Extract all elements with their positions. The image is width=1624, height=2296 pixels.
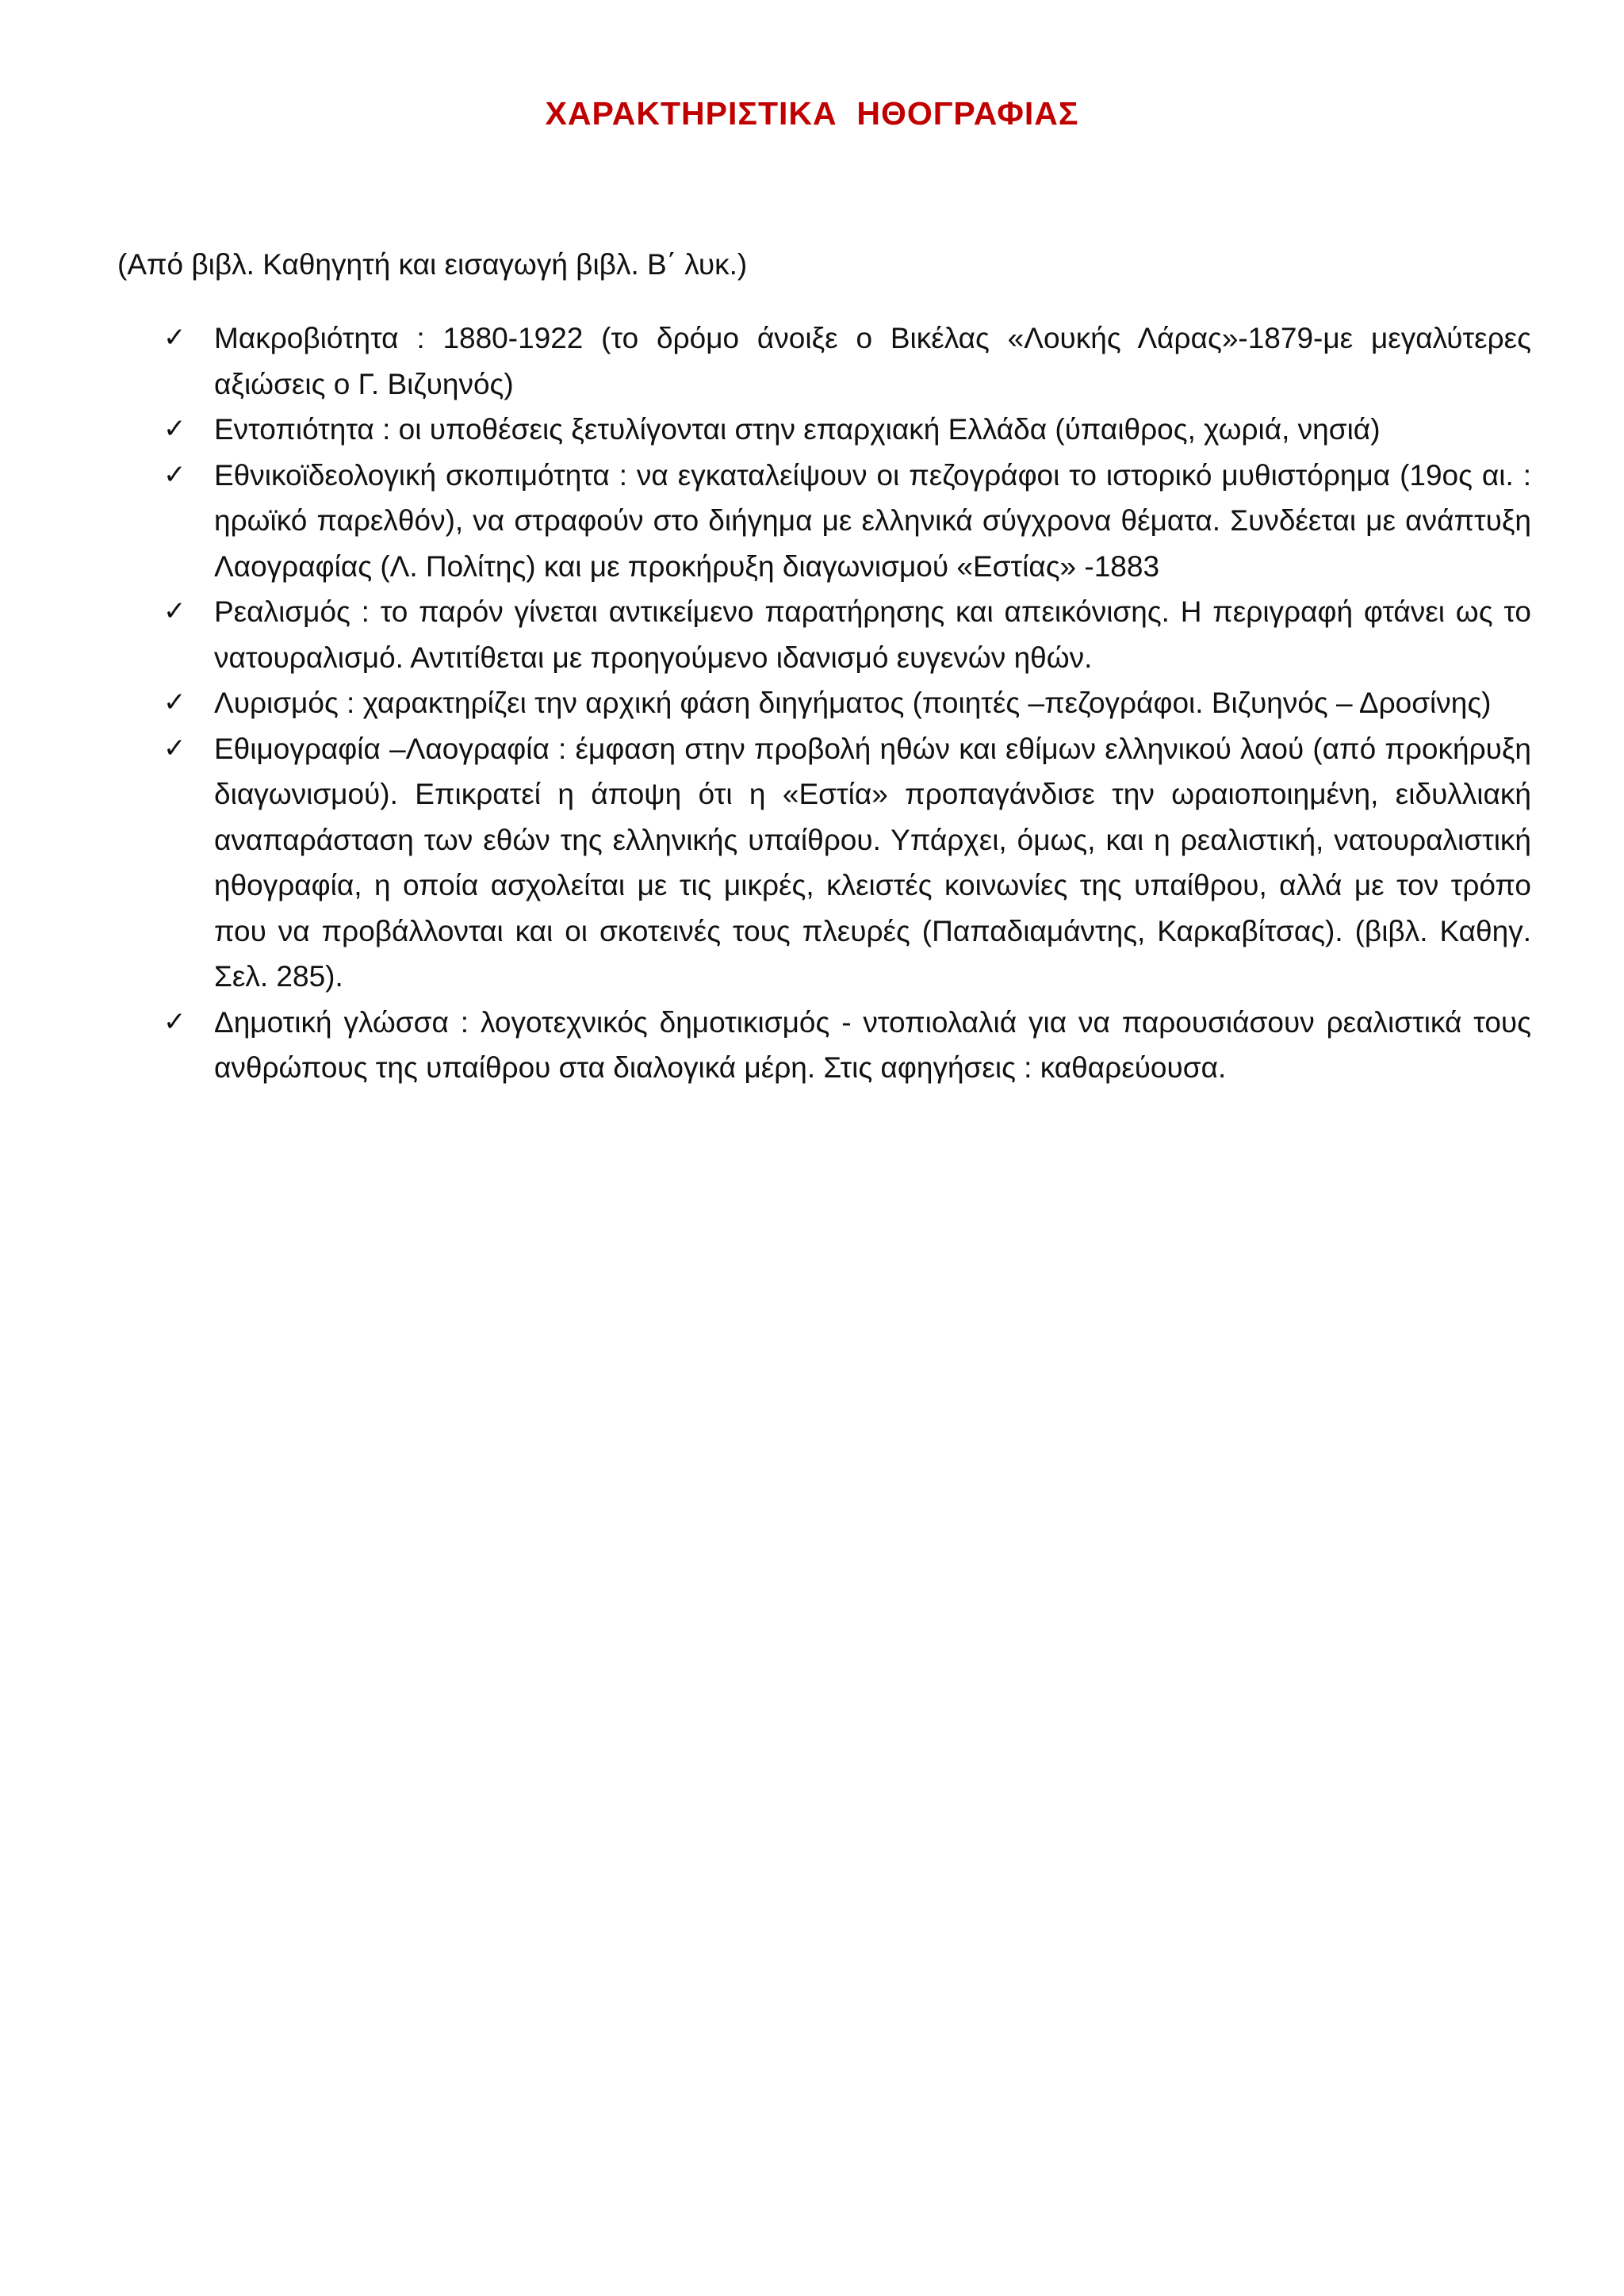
characteristics-list bbox=[163, 316, 1531, 1091]
list-item-text: Εθιμογραφία –Λαογραφία : έμφαση στην προβολή ηθών και εθίμων ελληνικού λαού (από προκήρυξη διαγωνισμού). Επικρατεί η άποψη ότι η «Εστία» προπαγάνδισε την ωραιοποιημένη, ειδυλλιακή αναπαράσταση των εθών της ελληνικής υπαίθρου. Υπάρχει, όμως, και η ρεαλιστική, νατουραλιστική ηθογραφία, η οποία ασχολείται με τις μικρές, κλειστές κοινωνίες της υπαίθρου, αλλά με τον τρόπο που να προβάλλονται και οι σκοτεινές τους πλευρές (Παπαδιαμάντης, Καρκαβίτσας). (βιβλ. Καθηγ. Σελ. 285). bbox=[214, 732, 1531, 993]
check-mark-icon: ✓ bbox=[163, 413, 186, 445]
list-item bbox=[163, 680, 1531, 726]
document-title: ΧΑΡΑΚΤΗΡΙΣΤΙΚΑ ΗΘΟΓΡΑΦΙΑΣ bbox=[545, 95, 1079, 132]
list-item bbox=[163, 453, 1531, 590]
list-item-text: Ρεαλισμός : το παρόν γίνεται αντικείμενο παρατήρησης και απεικόνισης. Η περιγραφή φτάνει ως το νατουραλισμό. Αντιτίθεται με προηγούμενο ιδανισμό ευγενών ηθών. bbox=[214, 595, 1531, 674]
list-item-text: Εντοπιότητα : οι υποθέσεις ξετυλίγονται στην επαρχιακή Ελλάδα (ύπαιθρος, χωριά, νησιά) bbox=[214, 413, 1381, 446]
list-item-text: Λυρισμός : χαρακτηρίζει την αρχική φάση διηγήματος (ποιητές –πεζογράφοι. Βιζυηνός – Δροσίνης) bbox=[214, 687, 1492, 719]
check-mark-icon: ✓ bbox=[163, 1005, 186, 1038]
list-item bbox=[163, 726, 1531, 1000]
check-mark-icon: ✓ bbox=[163, 732, 186, 764]
list-item bbox=[163, 589, 1531, 680]
check-mark-icon: ✓ bbox=[163, 687, 186, 718]
source-note: (Από βιβλ. Καθηγητή και εισαγωγή βιβλ. Β΄ λυκ.) bbox=[117, 248, 748, 281]
list-item-text: Μακροβιότητα : 1880-1922 (το δρόμο άνοιξε ο Βικέλας «Λουκής Λάρας»-1879-με μεγαλύτερες αξιώσεις ο Γ. Βιζυηνός) bbox=[214, 322, 1531, 400]
check-mark-icon: ✓ bbox=[163, 458, 186, 491]
list-item bbox=[163, 1000, 1531, 1091]
list-item-text: Εθνικοϊδεολογική σκοπιμότητα : να εγκαταλείψουν οι πεζογράφοι το ιστορικό μυθιστόρημα (19ος αι. : ηρωϊκό παρελθόν), να στραφούν στο διήγημα με ελληνικά σύγχρονα θέματα. Συνδέεται με ανάπτυξη Λαογραφίας (Λ. Πολίτης) και με προκήρυξη διαγωνισμού «Εστίας» -1883 bbox=[214, 458, 1531, 583]
list-item bbox=[163, 316, 1531, 407]
check-mark-icon: ✓ bbox=[163, 322, 186, 354]
list-item bbox=[163, 407, 1531, 453]
check-mark-icon: ✓ bbox=[163, 595, 186, 627]
list-item-text: Δημοτική γλώσσα : λογοτεχνικός δημοτικισμός - ντοπιολαλιά για να παρουσιάσουν ρεαλιστικά τους ανθρώπους της υπαίθρου στα διαλογικά μέρη. Στις αφηγήσεις : καθαρεύουσα. bbox=[214, 1005, 1531, 1084]
